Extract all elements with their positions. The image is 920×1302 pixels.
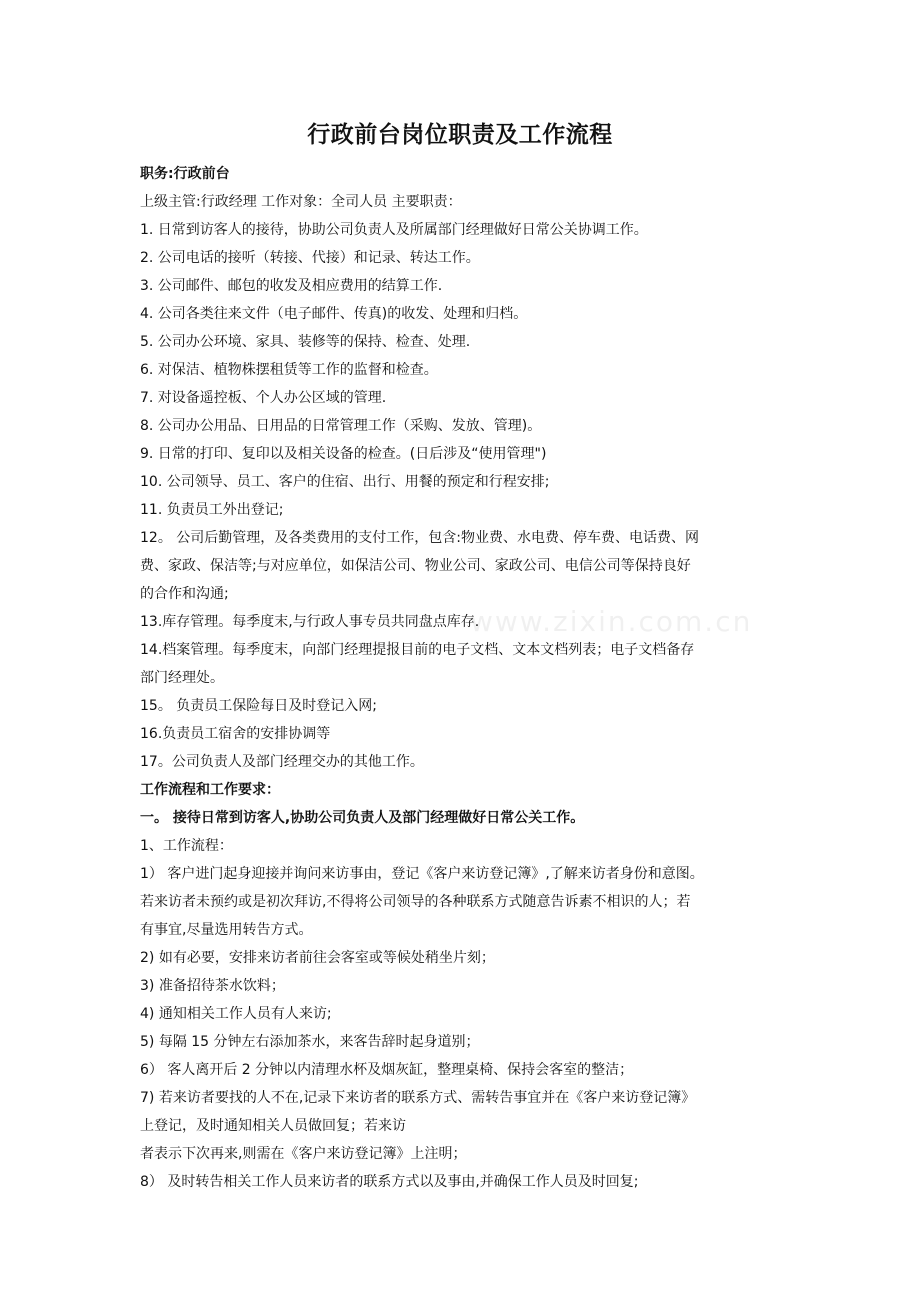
duty-line: 2. 公司电话的接听（转接、代接）和记录、转达工作。 [140,250,480,266]
duty-line: 1. 日常到访客人的接待，协助公司负责人及所属部门经理做好日常公关协调工作。 [140,222,648,238]
document-body [140,160,810,1196]
duty-line: 9. 日常的打印、复印以及相关设备的检查。(日后涉及“使用管理") [140,446,547,462]
position-heading: 职务:行政前台 [140,166,230,182]
workflow-label: 1、工作流程： [140,838,233,854]
watermark-text: www.zixin.com.cn [470,605,753,638]
duty-line: 的合作和沟通; [140,586,229,602]
workflow-line: 1） 客户进门起身迎接并询问来访事由，登记《客户来访登记簿》,了解来访者身份和意图。 [140,866,704,882]
duty-line: 3. 公司邮件、邮包的收发及相应费用的结算工作. [140,278,443,294]
duty-line: 费、家政、保洁等;与对应单位，如保洁公司、物业公司、家政公司、电信公司等保持良好 [140,558,691,574]
workflow-line: 7) 若来访者要找的人不在,记录下来访者的联系方式、需转告事宜并在《客户来访登记簿》 [140,1090,696,1106]
workflow-list [140,860,810,1196]
duty-line: 10. 公司领导、员工、客户的住宿、出行、用餐的预定和行程安排; [140,474,550,490]
duty-line: 5. 公司办公环境、家具、装修等的保持、检查、处理. [140,334,471,350]
duty-line: 16.负责员工宿舍的安排协调等 [140,726,331,742]
duty-line: 15。 负责员工保险每日及时登记入网; [140,698,377,714]
workflow-line: 8） 及时转告相关工作人员来访者的联系方式以及事由,并确保工作人员及时回复; [140,1174,639,1190]
duty-line: 14.档案管理。每季度末，向部门经理提报目前的电子文档、文本文档列表；电子文档备存 [140,642,695,658]
duty-line: 8. 公司办公用品、日用品的日常管理工作（采购、发放、管理)。 [140,418,542,434]
duty-line: 4. 公司各类往来文件（电子邮件、传真)的收发、处理和归档。 [140,306,528,322]
duty-line: 6. 对保洁、植物株摆租赁等工作的监督和检查。 [140,362,438,378]
duty-line: 11. 负责员工外出登记; [140,502,284,518]
duty-line: 13.库存管理。每季度末,与行政人事专员共同盘点库存. [140,614,480,630]
workflow-line: 有事宜,尽量选用转告方式。 [140,922,313,938]
section-one-heading: 一。 接待日常到访客人,协助公司负责人及部门经理做好日常公关工作。 [140,810,585,826]
workflow-line: 上登记，及时通知相关人员做回复；若来访 [140,1118,406,1134]
workflow-heading: 工作流程和工作要求： [140,782,280,798]
workflow-line: 5) 每隔 15 分钟左右添加茶水，来客告辞时起身道别； [140,1034,480,1050]
duties-list [140,216,810,776]
workflow-line: 3) 准备招待茶水饮料； [140,978,285,994]
document-title: 行政前台岗位职责及工作流程 [307,122,613,148]
workflow-line: 若来访者未预约或是初次拜访,不得将公司领导的各种联系方式随意告诉素不相识的人；若 [140,894,691,910]
duty-line: 17。公司负责人及部门经理交办的其他工作。 [140,754,424,770]
workflow-line: 4) 通知相关工作人员有人来访; [140,1006,332,1022]
workflow-line: 2) 如有必要，安排来访者前往会客室或等候处稍坐片刻； [140,950,495,966]
duty-line: 7. 对设备遥控板、个人办公区域的管理. [140,390,387,406]
workflow-line: 6） 客人离开后 2 分钟以内清理水杯及烟灰缸，整理桌椅、保持会客室的整洁； [140,1062,634,1078]
duty-line: 12。 公司后勤管理，及各类费用的支付工作，包含:物业费、水电费、停车费、电话费、网 [140,530,699,546]
summary-line: 上级主管:行政经理 工作对象：全司人员 主要职责： [140,194,462,210]
workflow-line: 者表示下次再来,则需在《客户来访登记簿》上注明； [140,1146,467,1162]
duty-line: 部门经理处。 [140,670,224,686]
